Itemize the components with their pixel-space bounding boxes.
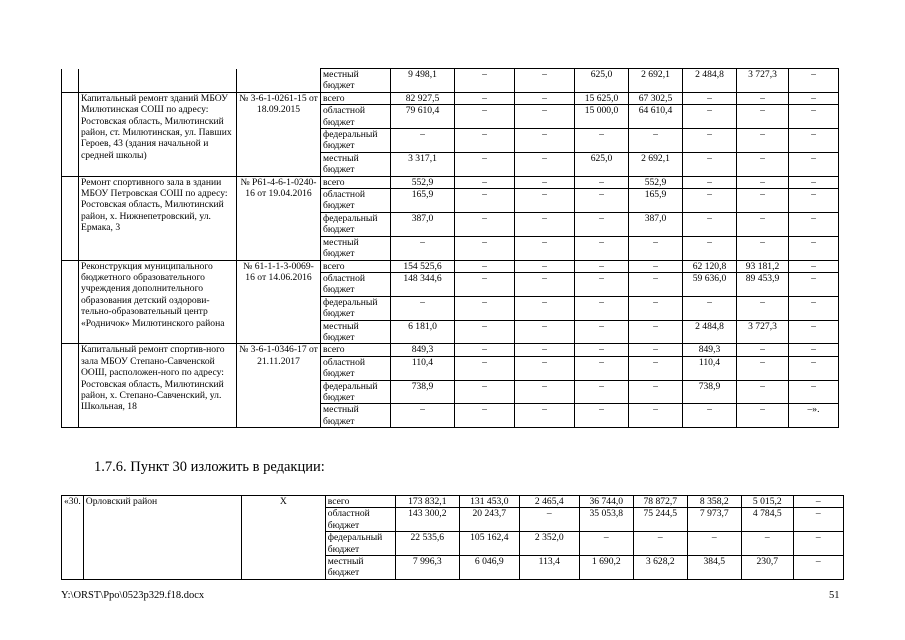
budget-type: местный бюджет — [321, 69, 391, 93]
footer-file-path: Y:\ORST\Ppo\0523p329.f18.docx — [61, 590, 205, 601]
budget-type: федеральный бюджет — [321, 129, 391, 153]
budget-type: всего — [321, 344, 391, 356]
value-cell: – — [793, 508, 843, 532]
value-cell: 387,0 — [629, 212, 683, 236]
value-cell: – — [737, 105, 789, 129]
value-cell: – — [455, 356, 515, 380]
value-cell: – — [575, 176, 629, 188]
object-name: Капитальный ремонт зданий МБОУ Милютинская СОШ по адресу: Ростовская область, Милютинский район, ст. Милютинская, ул. Павших Героев, 43 (здания начальной и средней школы) — [79, 92, 237, 176]
budget-type: всего — [325, 496, 395, 508]
value-cell: – — [575, 189, 629, 213]
budget-type: местный бюджет — [321, 404, 391, 428]
value-cell: – — [629, 404, 683, 428]
budget-type: федеральный бюджет — [321, 296, 391, 320]
budget-type: местный бюджет — [321, 152, 391, 176]
value-cell: – — [793, 496, 843, 508]
value-cell: 1 690,2 — [579, 556, 633, 580]
value-cell: – — [515, 176, 575, 188]
value-cell: – — [575, 212, 629, 236]
value-cell: 3 727,3 — [737, 69, 789, 93]
value-cell: 384,5 — [687, 556, 741, 580]
value-cell: – — [629, 129, 683, 153]
value-cell: – — [789, 176, 839, 188]
value-cell: – — [683, 92, 737, 104]
value-cell: 22 535,6 — [395, 532, 459, 556]
value-cell: 5 015,2 — [741, 496, 793, 508]
row-number-cell — [62, 69, 79, 93]
value-cell: 15 625,0 — [575, 92, 629, 104]
object-name: Капитальный ремонт спортив-ного зала МБОУ Степано-Савченской ООШ, расположен-ного по адресу: Ростовская область, Милютинский район, х. Степано-Савченский, ул. Школьная, 18 — [79, 344, 237, 428]
value-cell: – — [793, 556, 843, 580]
value-cell: – — [455, 344, 515, 356]
value-cell: 3 628,2 — [633, 556, 687, 580]
value-cell: 154 525,6 — [391, 260, 455, 272]
value-cell: 552,9 — [629, 176, 683, 188]
value-cell: – — [455, 92, 515, 104]
budget-type: областной бюджет — [325, 508, 395, 532]
value-cell: – — [575, 129, 629, 153]
value-cell: – — [737, 189, 789, 213]
value-cell: – — [515, 69, 575, 93]
value-cell: – — [789, 320, 839, 344]
footer-page-number: 51 — [829, 590, 840, 601]
value-cell: – — [683, 189, 737, 213]
value-cell: – — [789, 212, 839, 236]
value-cell: – — [455, 105, 515, 129]
value-cell: – — [683, 105, 737, 129]
value-cell: – — [575, 356, 629, 380]
value-cell: 2 352,0 — [519, 532, 579, 556]
value-cell: 20 243,7 — [459, 508, 519, 532]
value-cell: – — [683, 152, 737, 176]
budget-type: федеральный бюджет — [325, 532, 395, 556]
document-number: № 3-6-1-0261-15 от 18.09.2015 — [237, 92, 321, 176]
value-cell: – — [455, 152, 515, 176]
section-heading: 1.7.6. Пункт 30 изложить в редакции: — [94, 459, 325, 475]
value-cell: – — [789, 344, 839, 356]
value-cell: – — [737, 129, 789, 153]
value-cell: – — [515, 189, 575, 213]
value-cell: – — [455, 260, 515, 272]
value-cell: 4 784,5 — [741, 508, 793, 532]
value-cell: 165,9 — [629, 189, 683, 213]
value-cell: 110,4 — [683, 356, 737, 380]
value-cell: – — [789, 380, 839, 404]
value-cell: – — [683, 404, 737, 428]
value-cell: – — [629, 320, 683, 344]
value-cell: 105 162,4 — [459, 532, 519, 556]
budget-table-orlovsky — [61, 495, 844, 580]
value-cell: – — [741, 532, 793, 556]
table-row — [62, 260, 839, 272]
value-cell: – — [737, 356, 789, 380]
value-cell: – — [789, 152, 839, 176]
value-cell: 2 465,4 — [519, 496, 579, 508]
value-cell: – — [575, 404, 629, 428]
value-cell: 3 317,1 — [391, 152, 455, 176]
value-cell: – — [789, 296, 839, 320]
value-cell: – — [629, 272, 683, 296]
value-cell: 849,3 — [391, 344, 455, 356]
value-cell: – — [683, 129, 737, 153]
value-cell: – — [737, 176, 789, 188]
table-row — [62, 92, 839, 104]
object-name: Реконструкция муниципального бюджетного образовательного учреждения дополнительного образования детский оздорови-тельно-образовательный центр «Родничок» Милютинского района — [79, 260, 237, 344]
value-cell: – — [515, 344, 575, 356]
row-number-cell — [62, 176, 79, 260]
value-cell: 75 244,5 — [633, 508, 687, 532]
budget-type: областной бюджет — [321, 356, 391, 380]
value-cell: – — [575, 296, 629, 320]
value-cell: – — [515, 272, 575, 296]
value-cell: – — [683, 296, 737, 320]
value-cell: – — [455, 189, 515, 213]
value-cell: 89 453,9 — [737, 272, 789, 296]
value-cell: 165,9 — [391, 189, 455, 213]
value-cell: – — [789, 129, 839, 153]
value-cell: – — [515, 129, 575, 153]
value-cell: 78 872,7 — [633, 496, 687, 508]
budget-type: местный бюджет — [325, 556, 395, 580]
value-cell: 67 302,5 — [629, 92, 683, 104]
value-cell: 15 000,0 — [575, 105, 629, 129]
value-cell: 625,0 — [575, 152, 629, 176]
budget-type: федеральный бюджет — [321, 380, 391, 404]
value-cell: – — [575, 380, 629, 404]
value-cell: –». — [789, 404, 839, 428]
value-cell: – — [391, 404, 455, 428]
value-cell: – — [633, 532, 687, 556]
object-name: Ремонт спортивного зала в здании МБОУ Петровская СОШ по адресу: Ростовская область, Милютинский район, х. Нижнепетровский, ул. Ермака, 3 — [79, 176, 237, 260]
value-cell: – — [737, 92, 789, 104]
value-cell: 2 692,1 — [629, 69, 683, 93]
row-number-cell — [62, 92, 79, 176]
document-number: № 3-6-1-0346-17 от 21.11.2017 — [237, 344, 321, 428]
value-cell: – — [515, 320, 575, 344]
value-cell: – — [515, 260, 575, 272]
row-number: «30. — [62, 496, 84, 580]
value-cell: 62 120,8 — [683, 260, 737, 272]
value-cell: 6 046,9 — [459, 556, 519, 580]
value-cell: – — [391, 129, 455, 153]
value-cell: – — [687, 532, 741, 556]
value-cell: – — [683, 176, 737, 188]
value-cell: – — [391, 236, 455, 260]
object-name: Орловский район — [83, 496, 241, 580]
value-cell: 387,0 — [391, 212, 455, 236]
budget-type: федеральный бюджет — [321, 212, 391, 236]
value-cell: 2 484,8 — [683, 320, 737, 344]
value-cell: 35 053,8 — [579, 508, 633, 532]
value-cell: – — [737, 296, 789, 320]
row-number-cell — [62, 260, 79, 344]
value-cell: – — [575, 272, 629, 296]
value-cell: 93 181,2 — [737, 260, 789, 272]
budget-type: областной бюджет — [321, 189, 391, 213]
value-cell: – — [579, 532, 633, 556]
value-cell: – — [575, 260, 629, 272]
document-number: Х — [241, 496, 325, 580]
value-cell: 173 832,1 — [395, 496, 459, 508]
budget-type: местный бюджет — [321, 236, 391, 260]
value-cell: – — [737, 152, 789, 176]
value-cell: 9 498,1 — [391, 69, 455, 93]
value-cell: – — [455, 236, 515, 260]
value-cell: 552,9 — [391, 176, 455, 188]
value-cell: – — [789, 356, 839, 380]
table-row — [62, 496, 844, 508]
value-cell: – — [789, 189, 839, 213]
value-cell: – — [629, 296, 683, 320]
value-cell: – — [455, 380, 515, 404]
value-cell: – — [737, 344, 789, 356]
value-cell: – — [629, 380, 683, 404]
value-cell: – — [391, 296, 455, 320]
value-cell: 79 610,4 — [391, 105, 455, 129]
value-cell: – — [455, 212, 515, 236]
value-cell: 113,4 — [519, 556, 579, 580]
table-row — [62, 344, 839, 356]
value-cell: – — [455, 296, 515, 320]
value-cell: – — [789, 272, 839, 296]
value-cell: 625,0 — [575, 69, 629, 93]
value-cell: – — [629, 356, 683, 380]
value-cell: – — [789, 260, 839, 272]
value-cell: 738,9 — [683, 380, 737, 404]
value-cell: – — [455, 176, 515, 188]
value-cell: – — [515, 296, 575, 320]
value-cell: 3 727,3 — [737, 320, 789, 344]
value-cell: – — [789, 105, 839, 129]
value-cell: – — [683, 212, 737, 236]
value-cell: – — [515, 152, 575, 176]
value-cell: 8 358,2 — [687, 496, 741, 508]
value-cell: 64 610,4 — [629, 105, 683, 129]
value-cell: – — [789, 92, 839, 104]
value-cell: – — [515, 356, 575, 380]
value-cell: – — [737, 380, 789, 404]
value-cell: – — [455, 404, 515, 428]
value-cell: – — [455, 129, 515, 153]
value-cell: 738,9 — [391, 380, 455, 404]
value-cell: – — [515, 236, 575, 260]
value-cell: 143 300,2 — [395, 508, 459, 532]
value-cell: – — [575, 344, 629, 356]
value-cell: – — [515, 380, 575, 404]
value-cell: – — [455, 272, 515, 296]
value-cell: – — [455, 69, 515, 93]
value-cell: – — [629, 344, 683, 356]
budget-table-continued — [61, 68, 839, 428]
value-cell: – — [789, 69, 839, 93]
value-cell: 59 636,0 — [683, 272, 737, 296]
value-cell: – — [455, 320, 515, 344]
value-cell: 131 453,0 — [459, 496, 519, 508]
value-cell: – — [515, 212, 575, 236]
value-cell: – — [515, 92, 575, 104]
value-cell: – — [515, 105, 575, 129]
value-cell: 230,7 — [741, 556, 793, 580]
value-cell: – — [629, 236, 683, 260]
value-cell: 6 181,0 — [391, 320, 455, 344]
value-cell: – — [683, 236, 737, 260]
value-cell: – — [515, 404, 575, 428]
budget-type: всего — [321, 176, 391, 188]
value-cell: – — [789, 236, 839, 260]
value-cell: 82 927,5 — [391, 92, 455, 104]
value-cell: 2 692,1 — [629, 152, 683, 176]
value-cell: – — [737, 404, 789, 428]
value-cell: – — [793, 532, 843, 556]
document-cell — [237, 69, 321, 93]
budget-type: местный бюджет — [321, 320, 391, 344]
object-name-cell — [79, 69, 237, 93]
value-cell: 110,4 — [391, 356, 455, 380]
value-cell: 36 744,0 — [579, 496, 633, 508]
value-cell: 2 484,8 — [683, 69, 737, 93]
value-cell: – — [575, 236, 629, 260]
value-cell: 849,3 — [683, 344, 737, 356]
value-cell: 7 973,7 — [687, 508, 741, 532]
value-cell: – — [575, 320, 629, 344]
document-number: № 61-1-1-3-0069-16 от 14.06.2016 — [237, 260, 321, 344]
value-cell: 7 996,3 — [395, 556, 459, 580]
document-number: № Р61-4-6-1-0240-16 от 19.04.2016 — [237, 176, 321, 260]
value-cell: – — [519, 508, 579, 532]
value-cell: – — [737, 212, 789, 236]
value-cell: – — [629, 260, 683, 272]
budget-type: всего — [321, 260, 391, 272]
budget-type: областной бюджет — [321, 272, 391, 296]
row-number-cell — [62, 344, 79, 428]
value-cell: – — [737, 236, 789, 260]
budget-type: областной бюджет — [321, 105, 391, 129]
budget-type: всего — [321, 92, 391, 104]
table-row — [62, 176, 839, 188]
value-cell: 148 344,6 — [391, 272, 455, 296]
